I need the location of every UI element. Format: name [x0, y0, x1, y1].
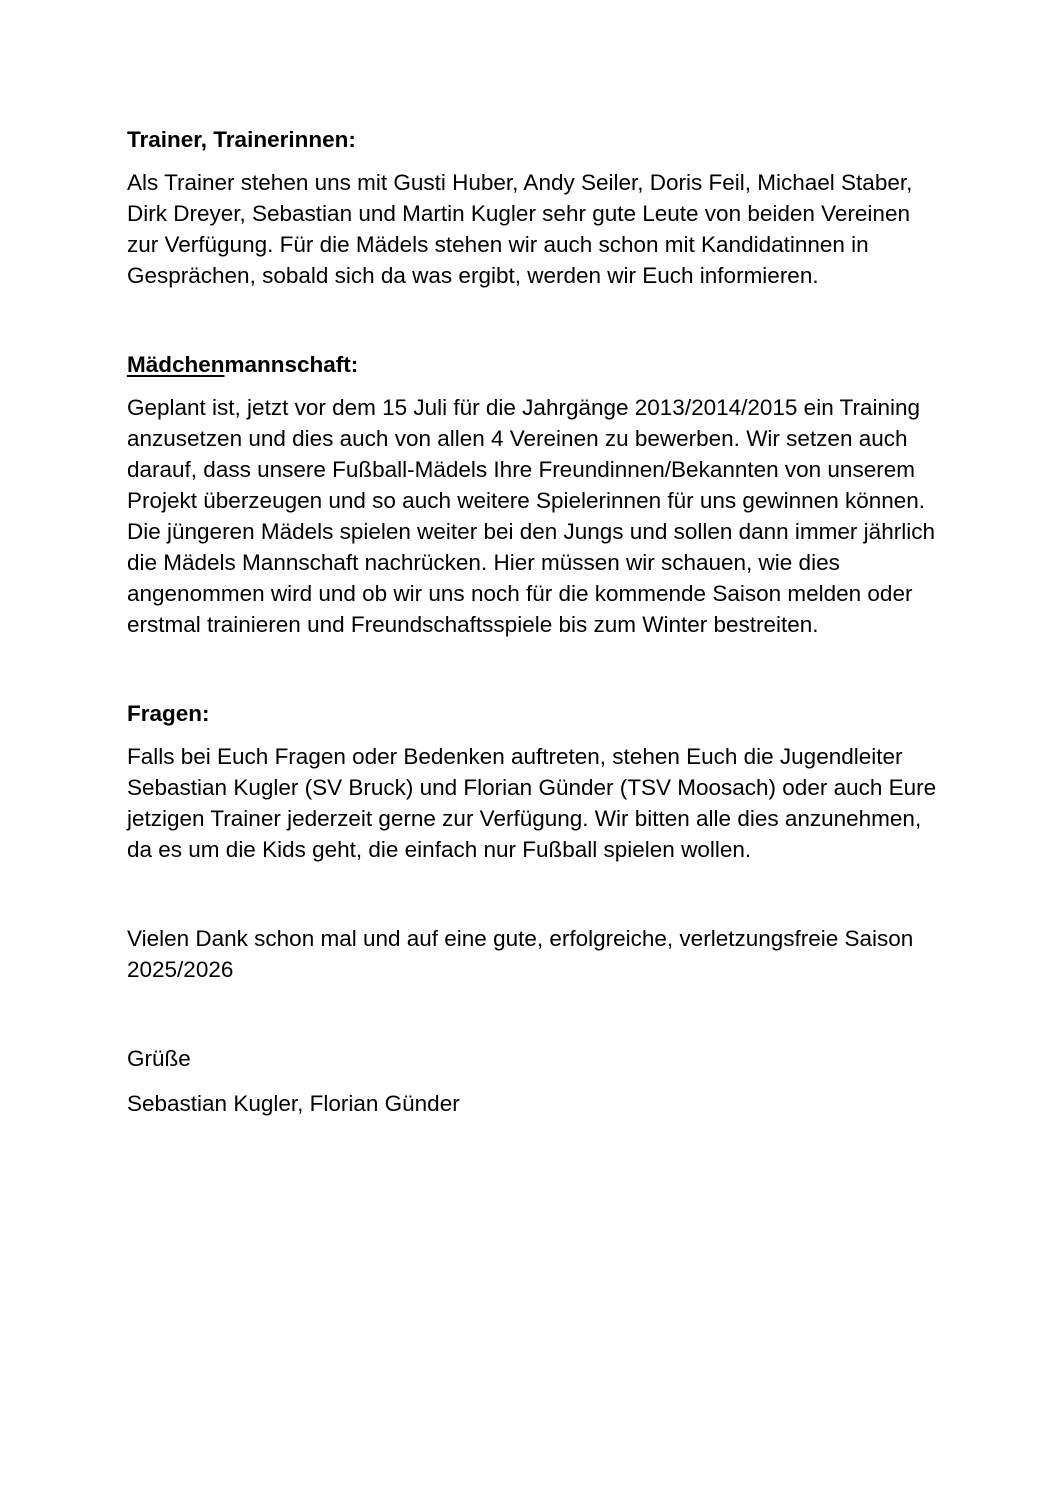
closing-text: Vielen Dank schon mal und auf eine gute, erfolgreiche, verletzungsfreie Saison 2025/2026	[127, 926, 914, 982]
heading-underlined-part: Mädchen	[127, 352, 225, 377]
section-paragraph-fragen: Falls bei Euch Fragen oder Bedenken auftreten, stehen Euch die Jugendleiter Sebastian Kugler (SV Bruck) und Florian Günder (TSV Moosach) oder auch Eure jetzigen Trainer jederzeit gerne zur Verfügung. Wir bitten alle dies anzunehmen, da es um die Kids geht, die einfach nur Fußball spielen wollen.	[127, 744, 937, 862]
signature-text: Sebastian Kugler, Florian Günder	[127, 1091, 460, 1116]
section-heading-trainer: Trainer, Trainerinnen:	[127, 127, 356, 152]
greeting-text: Grüße	[127, 1046, 191, 1071]
section-paragraph-trainer: Als Trainer stehen uns mit Gusti Huber, Andy Seiler, Doris Feil, Michael Staber, Dirk Dreyer, Sebastian und Martin Kugler sehr gute Leute von beiden Vereinen zur Verfügung. Für die Mädels stehen wir auch schon mit Kandidatinnen in Gesprächen, sobald sich da was ergibt, werden wir Euch informieren.	[127, 170, 913, 288]
heading-rest-part: mannschaft:	[224, 352, 359, 377]
section-heading-maedchenmannschaft	[127, 349, 937, 380]
section-paragraph-maedchenmannschaft: Geplant ist, jetzt vor dem 15 Juli für die Jahrgänge 2013/2014/2015 ein Training anzusetzen und dies auch von allen 4 Vereinen zu bewerben. Wir setzen auch darauf, dass unsere Fußball-Mädels Ihre Freundinnen/Bekannten von unserem Projekt überzeugen und so auch weitere Spielerinnen für uns gewinnen können. Die jüngeren Mädels spielen weiter bei den Jungs und sollen dann immer jährlich die Mädels Mannschaft nachrücken. Hier müssen wir schauen, wie dies angenommen wird und ob wir uns noch für die kommende Saison melden oder erstmal trainieren und Freundschaftsspiele bis zum Winter bestreiten.	[127, 395, 935, 637]
document-page	[127, 124, 937, 1119]
section-heading-fragen: Fragen:	[127, 701, 210, 726]
